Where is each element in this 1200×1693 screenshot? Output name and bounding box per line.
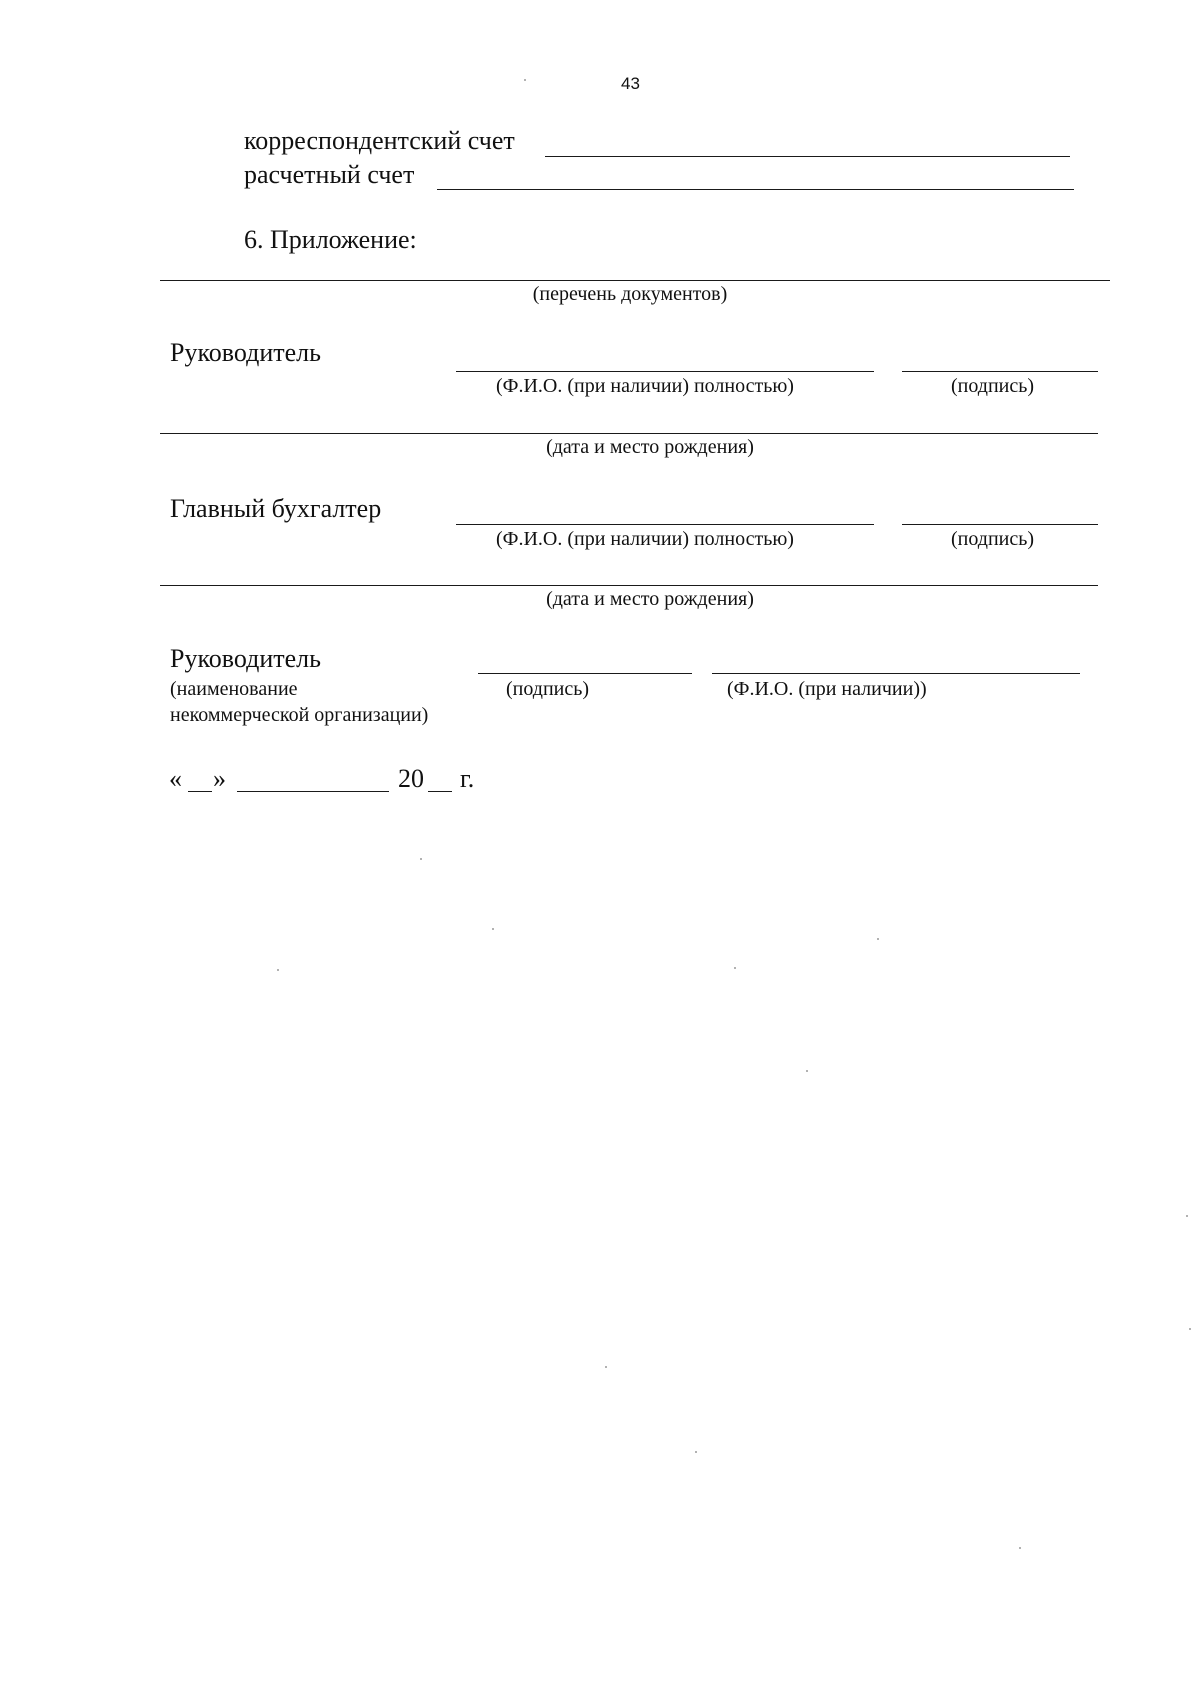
date-month-field-line[interactable] [237, 791, 389, 792]
scan-speck [605, 1366, 607, 1368]
date-open-quote: « [169, 764, 182, 793]
chief-accountant-fio-field-line[interactable] [456, 524, 874, 525]
org-head-fio-caption: (Ф.И.О. (при наличии)) [727, 678, 927, 700]
scan-speck [695, 1451, 697, 1453]
date-day-field-line[interactable] [188, 791, 212, 792]
org-head-signature-caption: (подпись) [506, 678, 590, 700]
head-fio-caption: (Ф.И.О. (при наличии) полностью) [496, 375, 794, 397]
date-year-prefix: 20 [398, 764, 424, 793]
chief-accountant-signature-caption: (подпись) [951, 528, 1035, 550]
scan-speck [524, 79, 526, 81]
corr-account-field-line[interactable] [545, 156, 1070, 157]
date-year-suffix: г. [460, 764, 475, 793]
head-fio-field-line[interactable] [456, 371, 874, 372]
scan-speck [877, 938, 879, 940]
org-head-subtitle-line1: (наименование [170, 678, 298, 700]
attachment-field-line[interactable] [160, 280, 1110, 281]
settlement-account-label: расчетный счет [244, 160, 415, 189]
attachment-heading: 6. Приложение: [244, 225, 417, 254]
chief-accountant-birth-field-line[interactable] [160, 585, 1098, 586]
scan-speck [492, 928, 494, 930]
scan-speck [277, 969, 279, 971]
chief-accountant-title: Главный бухгалтер [170, 494, 382, 523]
scan-speck [1189, 1328, 1191, 1330]
org-head-signature-field-line[interactable] [478, 673, 692, 674]
chief-accountant-fio-caption: (Ф.И.О. (при наличии) полностью) [496, 528, 794, 550]
scan-speck [734, 967, 736, 969]
scan-speck [806, 1070, 808, 1072]
settlement-account-field-line[interactable] [437, 189, 1074, 190]
scan-speck [1019, 1547, 1021, 1549]
corr-account-label: корреспондентский счет [244, 126, 515, 155]
date-year-field-line[interactable] [428, 791, 452, 792]
chief-accountant-birth-caption: (дата и место рождения) [546, 588, 754, 610]
org-head-fio-field-line[interactable] [712, 673, 1080, 674]
org-head-title: Руководитель [170, 644, 321, 673]
scan-speck [1186, 1215, 1188, 1217]
head-birth-caption: (дата и место рождения) [546, 436, 754, 458]
attachment-caption: (перечень документов) [532, 283, 728, 305]
org-head-subtitle-line2: некоммерческой организации) [170, 704, 429, 726]
head-signature-caption: (подпись) [951, 375, 1035, 397]
date-close-quote: » [213, 764, 226, 793]
page-number: 43 [621, 74, 640, 93]
head-signature-field-line[interactable] [902, 371, 1098, 372]
chief-accountant-signature-field-line[interactable] [902, 524, 1098, 525]
scan-speck [420, 858, 422, 860]
head-title: Руководитель [170, 338, 321, 367]
head-birth-field-line[interactable] [160, 433, 1098, 434]
